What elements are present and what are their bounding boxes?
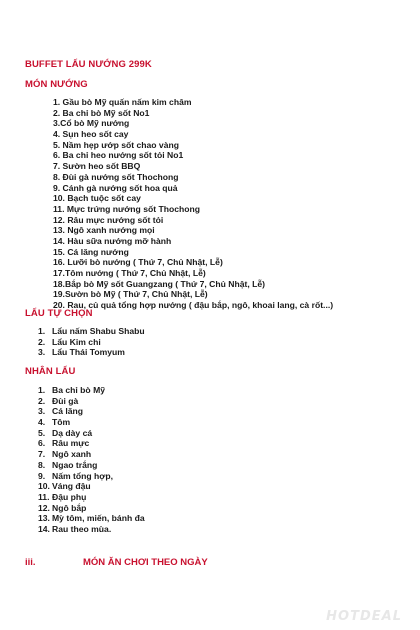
mon-nuong-item: 16. Lưỡi bò nướng ( Thứ 7, Chủ Nhật, Lễ) [53,257,223,268]
item-number: 1. [38,326,46,336]
mon-nuong-item: 14. Hàu sữa nướng mỡ hành [53,235,172,246]
item-number: 3. [38,406,46,417]
item-number: 12. [38,502,50,513]
item-text: Đùi gà [52,395,79,406]
mon-nuong-item: 4. Sụn heo sốt cay [53,129,129,140]
nhan-lau-item [38,449,145,460]
lau-tu-chon-item [38,337,145,348]
nhan-lau-item [38,492,145,503]
nhan-lau-item [38,406,145,417]
nhan-lau-list [38,385,145,535]
mon-nuong-item: 18.Bắp bò Mỹ sốt Guangzang ( Thứ 7, Chủ Nhật, Lễ) [53,278,266,289]
nhan-lau-item [38,471,145,482]
mon-nuong-list [53,97,333,311]
item-text: Lẩu Kim chi [52,336,101,347]
item-number: 2. [38,395,46,406]
nhan-lau-item [38,513,145,524]
item-number: 7. [38,449,46,460]
lau-tu-chon-item [38,347,145,358]
nhan-lau-item [38,396,145,407]
mon-nuong-item: 12. Râu mực nướng sốt tỏi [53,214,164,225]
nhan-lau-item [38,524,145,535]
mon-nuong-item: 3.Cổ bò Mỹ nướng [53,118,130,129]
heading-nhan-lau: NHÂN LẨU [25,366,76,377]
heading-mon-nuong: MÓN NƯỚNG [25,79,88,90]
mon-nuong-item: 1. Gầu bò Mỹ quấn nấm kim châm [53,97,192,107]
item-number: 1. [38,385,46,395]
nhan-lau-item [38,481,145,492]
item-text: Ngao trắng [52,459,98,470]
item-number: 5. [38,427,46,438]
mon-nuong-item: 7. Sườn heo sốt BBQ [53,161,141,172]
item-number: 6. [38,438,46,449]
mon-nuong-item: 5. Nầm hẹp ướp sốt chao vàng [53,139,179,150]
item-text: Lẩu Thái Tomyum [52,347,125,358]
mon-nuong-item: 15. Cá lăng nướng [53,246,129,257]
item-number: 2. [38,336,46,347]
lau-tu-chon-item [38,326,145,337]
mon-nuong-item: 2. Ba chỉ bò Mỹ sốt No1 [53,107,150,118]
item-number: 10. [38,481,50,492]
mon-nuong-item: 13. Ngô xanh nướng mọi [53,225,155,236]
item-number: 8. [38,459,46,470]
nhan-lau-item [38,428,145,439]
nhan-lau-item [38,460,145,471]
item-text: Đậu phụ [52,491,87,502]
nhan-lau-item [38,438,145,449]
menu-title: BUFFET LẨU NƯỚNG 299K [25,59,152,70]
item-text: Rau theo mùa. [52,523,112,534]
item-text: Râu mực [52,438,90,449]
item-text: Dạ dày cá [52,427,93,438]
item-text: Cá lăng [52,406,84,417]
item-text: Váng đậu [52,481,91,492]
item-text: Ngô xanh [52,449,92,460]
lau-tu-chon-list [38,326,145,358]
item-text: Ba chỉ bò Mỹ [52,385,106,395]
item-number: 4. [38,417,46,428]
mon-nuong-item: 17.Tôm nướng ( Thứ 7, Chủ Nhật, Lễ) [53,268,206,278]
nhan-lau-item [38,503,145,514]
mon-nuong-item: 11. Mực trứng nướng sốt Thochong [53,203,200,214]
item-text: Mỳ tôm, miến, bánh đa [52,513,145,524]
mon-nuong-item: 8. Đùi gà nướng sốt Thochong [53,171,179,182]
section-mon-an-choi [25,557,208,568]
item-text: Lẩu nấm Shabu Shabu [52,326,145,336]
item-number: 14. [38,523,50,534]
mon-nuong-item: 6. Ba chỉ heo nướng sốt tỏi No1 [53,150,184,161]
mon-nuong-item: 20. Rau, củ quả tổng hợp nướng ( đậu bắp, ngô, khoai lang, cà rốt...) [53,300,334,311]
item-text: Ngô bắp [52,502,87,513]
item-number: 13. [38,513,50,524]
item-number: 9. [38,470,46,481]
heading-lau-tu-chon: LẨU TỰ CHỌN [25,308,93,319]
mon-nuong-item: 9. Cánh gà nướng sốt hoa quả [53,182,178,193]
item-number: 3. [38,347,46,358]
item-text: Nấm tổng hợp, [52,470,114,481]
mon-nuong-item: 10. Bạch tuộc sốt cay [53,193,141,204]
nhan-lau-item [38,417,145,428]
nhan-lau-item [38,385,145,396]
roman-numeral: iii. [25,557,36,568]
item-number: 11. [38,491,50,502]
mon-nuong-item: 19.Sườn bò Mỹ ( Thứ 7, Chủ Nhật, Lễ) [53,289,208,300]
watermark-logo: HOTDEAL [326,609,402,624]
heading-mon-an-choi: MÓN ĂN CHƠI THEO NGÀY [83,557,208,568]
item-text: Tôm [52,417,71,428]
